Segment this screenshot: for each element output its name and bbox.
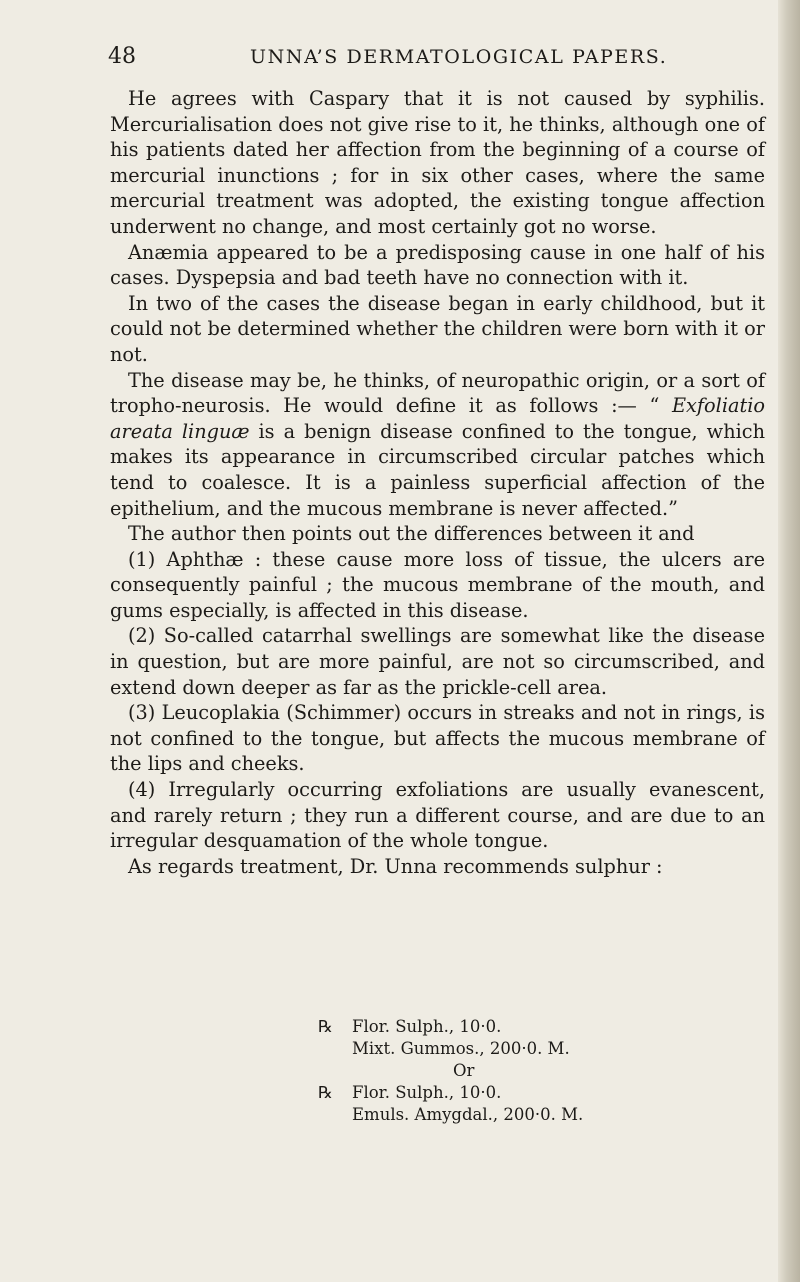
prescription-2-ingredient-1: Flor. Sulph., 10·0. xyxy=(352,1083,502,1102)
paragraph-caspary: He agrees with Caspary that it is not caused by syphilis. Mercurialisation does not give rise to it, he thinks, although one of his patients dated her affection from the beginning of a course of mercurial inunctions ; for in six other cases, where the same mercurial treatment was adopted, the existing tongue affection underwent no change, and most certainly got no worse. xyxy=(110,87,765,238)
page-number: 48 xyxy=(108,44,136,69)
paragraph-childhood: In two of the cases the disease began in early childhood, but it could not be determined whether the children were born with it or not. xyxy=(110,291,765,366)
page-body xyxy=(110,86,765,879)
definition-term: Exfoliatio areata linguæ xyxy=(110,394,765,443)
recipe-symbol: ℞ xyxy=(318,1083,333,1102)
paragraph-aphthae: (1) Aphthæ : these cause more loss of tissue, the ulcers are consequently painful ; the mucous membrane of the mouth, and gums especially, is affected in this disease. xyxy=(110,547,765,622)
prescription-2-line-1 xyxy=(318,1082,583,1104)
prescription-block xyxy=(318,1016,583,1126)
definition-text-after: is a benign disease confined to the tongue, which makes its appearance in circumscribed circular patches which tend to coalesce. It is a painless superficial affection of the epithelium, and the mucous membrane is never affected.” xyxy=(110,419,765,520)
paragraph-definition xyxy=(110,368,765,522)
recipe-symbol: ℞ xyxy=(318,1017,333,1036)
definition-text-before: The disease may be, he thinks, of neuropathic origin, or a sort of tropho-neurosis. He would define it as follows :— “ xyxy=(110,368,765,418)
running-title: UNNA’S DERMATOLOGICAL PAPERS. xyxy=(250,46,668,68)
paragraph-differences-intro: The author then points out the differences between it and xyxy=(128,522,695,546)
prescription-1-line-1 xyxy=(318,1016,583,1038)
page-header xyxy=(108,44,768,78)
prescription-2-line-2: Emuls. Amygdal., 200·0. M. xyxy=(352,1105,584,1124)
prescription-1-ingredient-1: Flor. Sulph., 10·0. xyxy=(352,1017,502,1036)
paragraph-catarrhal: (2) So-called catarrhal swellings are somewhat like the disease in question, but are more painful, are not so circumscribed, and extend down deeper as far as the prickle-cell area. xyxy=(110,624,765,699)
paragraph-anaemia: Anæmia appeared to be a predisposing cause in one half of his cases. Dyspepsia and bad teeth have no connection with it. xyxy=(110,240,765,290)
prescription-or: Or xyxy=(453,1061,475,1080)
page-edge-shadow xyxy=(778,0,800,1282)
paragraph-leucoplakia: (3) Leucoplakia (Schimmer) occurs in streaks and not in rings, is not confined to the tongue, but affects the mucous membrane of the lips and cheeks. xyxy=(110,701,765,776)
paragraph-treatment: As regards treatment, Dr. Unna recommends sulphur : xyxy=(128,854,663,878)
prescription-1-line-2: Mixt. Gummos., 200·0. M. xyxy=(352,1039,570,1058)
paragraph-exfoliations: (4) Irregularly occurring exfoliations are usually evanescent, and rarely return ; they run a different course, and are due to an irregular desquamation of the whole tongue. xyxy=(110,778,765,853)
